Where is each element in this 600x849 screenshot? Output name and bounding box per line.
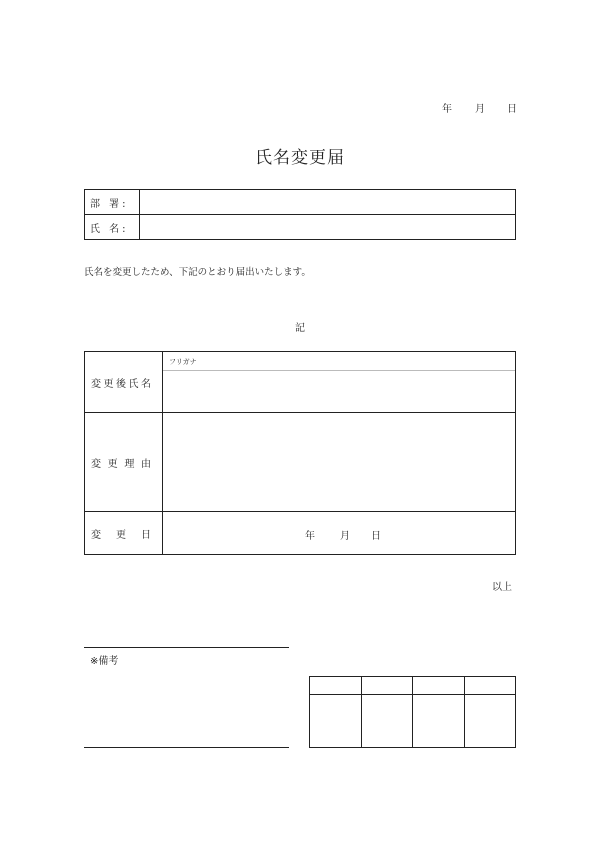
reason-label-char: 更 <box>107 458 118 470</box>
submission-date <box>420 100 520 114</box>
new-name-label-char: 名 <box>141 378 151 390</box>
date-month-label: 月 <box>475 104 485 115</box>
remarks-label: ※備考 <box>90 656 119 667</box>
approval-header-cell <box>413 677 465 695</box>
department-field[interactable] <box>140 190 516 215</box>
approval-stamp-cell[interactable] <box>310 695 362 748</box>
new-name-field[interactable] <box>163 352 516 413</box>
new-name-label-char: 更 <box>103 378 114 390</box>
change-date-label-char: 変 <box>91 529 101 541</box>
reason-label-char: 由 <box>140 458 151 470</box>
ki-heading: 記 <box>295 323 305 334</box>
change-date-label-char: 日 <box>141 529 151 541</box>
applicant-info-table <box>84 189 516 240</box>
approval-header-cell <box>464 677 516 695</box>
reason-field[interactable] <box>163 413 516 512</box>
reason-row <box>85 413 516 512</box>
approval-stamp-row <box>310 695 516 748</box>
approval-stamp-cell[interactable] <box>464 695 516 748</box>
department-row <box>85 190 516 215</box>
reason-label <box>85 413 163 512</box>
new-name-label-char: 氏 <box>128 378 139 390</box>
statement-text: 氏名を変更したため、下記のとおり届出いたします。 <box>84 267 311 278</box>
name-row <box>85 215 516 240</box>
change-details-table <box>84 351 516 555</box>
approval-header-cell <box>310 677 362 695</box>
reason-label-char: 理 <box>124 458 135 470</box>
new-name-label-char: 変 <box>91 378 101 390</box>
change-date-label <box>85 512 163 555</box>
name-label: 氏 名: <box>85 215 140 240</box>
approval-header-row <box>310 677 516 695</box>
change-date-row <box>85 512 516 555</box>
furigana-divider <box>163 370 515 371</box>
change-date-year: 年 <box>305 531 315 542</box>
change-date-day: 日 <box>371 531 381 542</box>
approval-header-cell <box>361 677 413 695</box>
new-name-label-char: 後 <box>116 378 126 390</box>
new-name-label <box>85 352 163 413</box>
remarks-top-rule <box>84 647 289 648</box>
remarks-bottom-rule <box>84 747 289 748</box>
department-label: 部 署: <box>85 190 140 215</box>
change-date-month: 月 <box>340 531 350 542</box>
change-date-label-char: 更 <box>116 529 126 541</box>
approval-stamp-table <box>309 676 516 748</box>
change-date-field[interactable] <box>163 512 516 555</box>
page-title: 氏名変更届 <box>255 148 345 168</box>
new-name-row <box>85 352 516 413</box>
closing-ijou: 以上 <box>492 582 512 593</box>
date-day-label: 日 <box>507 104 517 115</box>
furigana-label: フリガナ <box>169 358 197 366</box>
approval-stamp-cell[interactable] <box>361 695 413 748</box>
approval-stamp-cell[interactable] <box>413 695 465 748</box>
name-field[interactable] <box>140 215 516 240</box>
reason-label-char: 変 <box>91 458 101 470</box>
date-year-label: 年 <box>442 104 452 115</box>
